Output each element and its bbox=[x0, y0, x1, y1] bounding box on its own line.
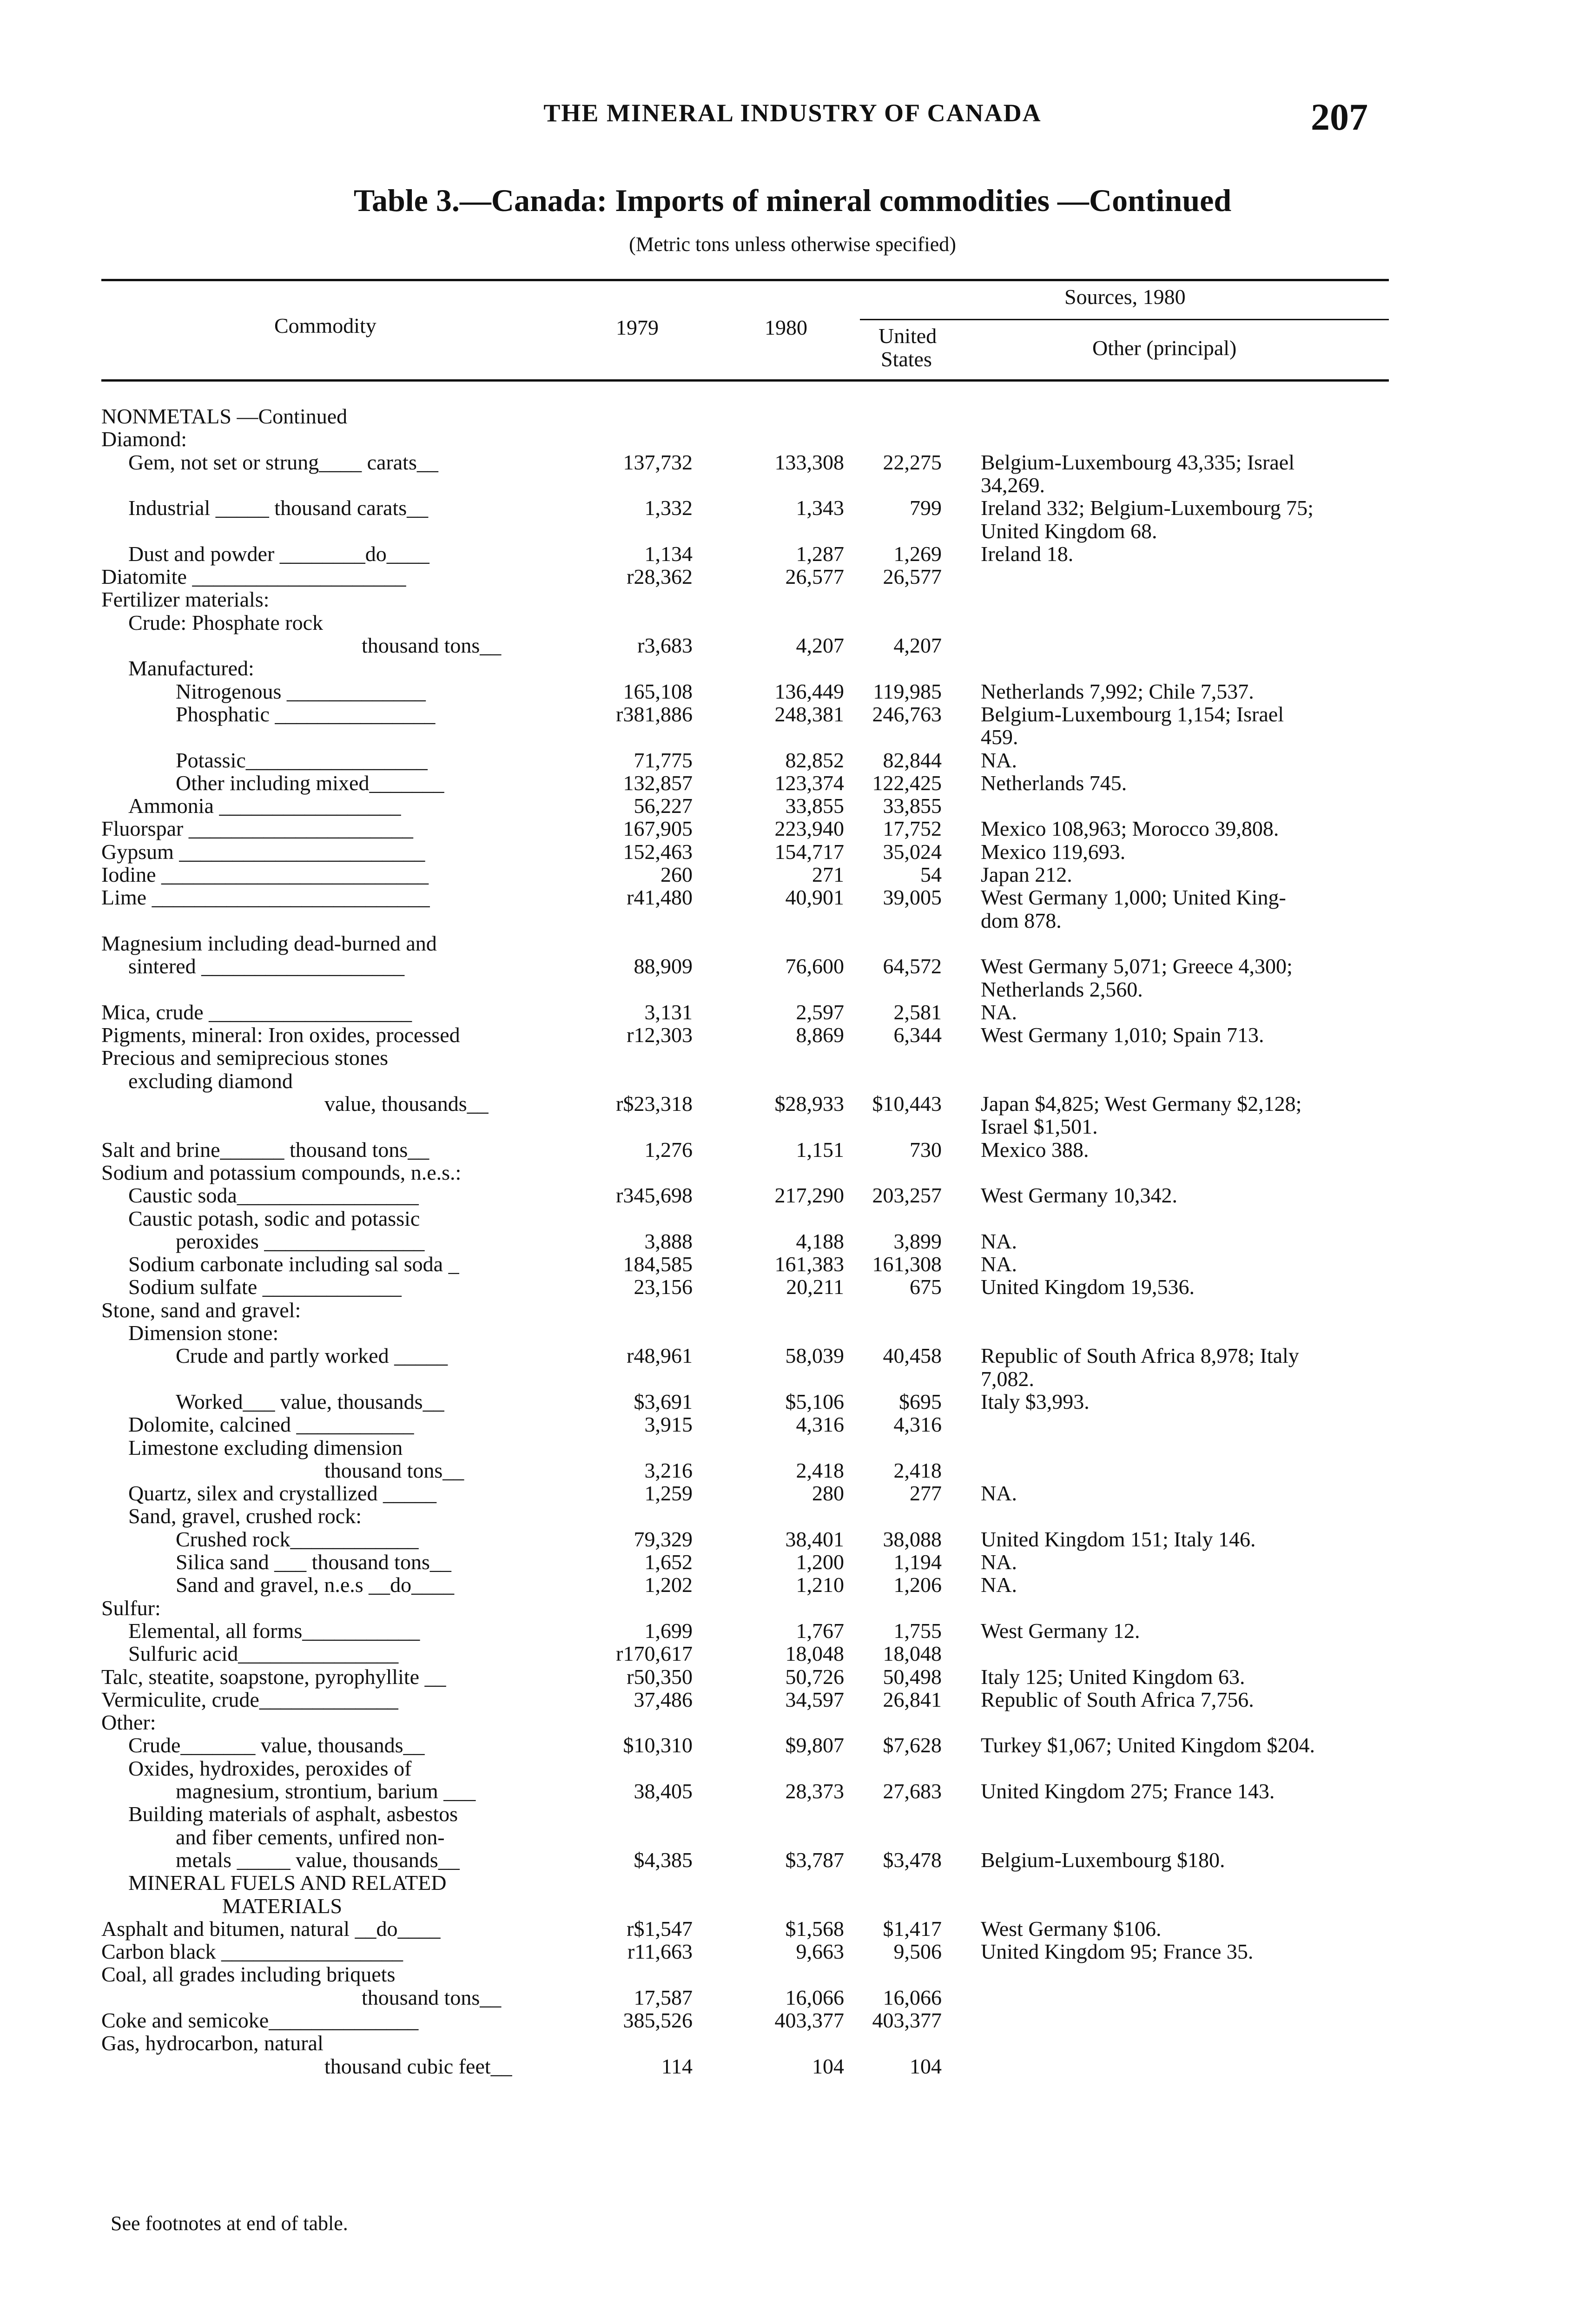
value-united-states: 33,855 bbox=[883, 794, 942, 818]
value-1980: 9,663 bbox=[796, 1940, 844, 1964]
value-united-states: 39,005 bbox=[883, 885, 942, 910]
commodity-label: Sodium sulfate _____________ bbox=[128, 1275, 402, 1299]
value-united-states: 18,048 bbox=[883, 1642, 942, 1666]
commodity-label: Crude and partly worked _____ bbox=[176, 1344, 448, 1368]
commodity-label: thousand tons__ bbox=[324, 1458, 464, 1482]
other-principal-sources: NA. bbox=[981, 748, 1017, 772]
commodity-label: Nitrogenous _____________ bbox=[176, 679, 426, 703]
value-1979: 37,486 bbox=[634, 1687, 693, 1711]
value-1979: 17,587 bbox=[634, 1985, 693, 2009]
value-1979: 167,905 bbox=[623, 817, 693, 841]
value-united-states: 730 bbox=[910, 1137, 942, 1162]
value-1979: $3,691 bbox=[634, 1389, 693, 1413]
commodity-label: Pigments, mineral: Iron oxides, processed bbox=[101, 1023, 460, 1047]
commodity-label: Industrial _____ thousand carats__ bbox=[128, 496, 429, 520]
value-1980: 1,151 bbox=[796, 1137, 844, 1162]
value-1979: 260 bbox=[660, 863, 693, 886]
value-1979: 1,202 bbox=[644, 1573, 693, 1597]
commodity-label: Sand and gravel, n.e.s __do____ bbox=[176, 1573, 455, 1597]
value-united-states: 6,344 bbox=[893, 1023, 942, 1047]
other-principal-sources: Israel $1,501. bbox=[981, 1115, 1098, 1139]
commodity-label: Other: bbox=[101, 1710, 156, 1735]
value-1980: $1,568 bbox=[785, 1916, 844, 1941]
commodity-label: Quartz, silex and crystallized _____ bbox=[128, 1481, 436, 1505]
value-united-states: 3,899 bbox=[893, 1229, 942, 1253]
value-1979: 3,915 bbox=[644, 1413, 693, 1437]
commodity-label: Gas, hydrocarbon, natural bbox=[101, 2031, 324, 2055]
value-1980: 136,449 bbox=[774, 679, 844, 703]
other-principal-sources: United Kingdom 95; France 35. bbox=[981, 1940, 1254, 1964]
value-1979: r12,303 bbox=[627, 1023, 693, 1047]
other-principal-sources: 34,269. bbox=[981, 473, 1045, 497]
value-1980: 8,869 bbox=[796, 1023, 844, 1047]
value-1980: 1,767 bbox=[796, 1618, 844, 1643]
value-1980: 403,377 bbox=[774, 2008, 844, 2032]
other-principal-sources: Turkey $1,067; United Kingdom $204. bbox=[981, 1733, 1315, 1757]
commodity-label: Other including mixed_______ bbox=[176, 771, 444, 795]
value-1979: 38,405 bbox=[634, 1779, 693, 1803]
other-principal-sources: NA. bbox=[981, 1229, 1017, 1253]
other-principal-sources: Mexico 119,693. bbox=[981, 839, 1126, 864]
value-united-states: 16,066 bbox=[883, 1985, 942, 2009]
commodity-label: Coke and semicoke______________ bbox=[101, 2008, 419, 2032]
value-1980: 33,855 bbox=[785, 794, 844, 818]
value-1979: 132,857 bbox=[623, 771, 693, 795]
value-1980: 50,726 bbox=[785, 1664, 844, 1689]
section-heading: MATERIALS bbox=[222, 1894, 343, 1918]
value-united-states: $1,417 bbox=[883, 1916, 942, 1941]
value-united-states: 40,458 bbox=[883, 1344, 942, 1368]
value-1980: 1,287 bbox=[796, 541, 844, 566]
commodity-label: Potassic_________________ bbox=[176, 748, 428, 772]
value-united-states: 403,377 bbox=[872, 2008, 942, 2032]
value-1979: r50,350 bbox=[627, 1664, 693, 1689]
commodity-label: Diamond: bbox=[101, 427, 187, 451]
other-principal-sources: Belgium-Luxembourg $180. bbox=[981, 1848, 1225, 1872]
value-1979: 1,332 bbox=[644, 496, 693, 520]
value-united-states: 1,206 bbox=[893, 1573, 942, 1597]
value-1980: 161,383 bbox=[774, 1252, 844, 1276]
value-united-states: 1,269 bbox=[893, 541, 942, 566]
value-1980: 28,373 bbox=[785, 1779, 844, 1803]
value-united-states: 799 bbox=[910, 496, 942, 520]
value-1980: 154,717 bbox=[774, 839, 844, 864]
other-principal-sources: Republic of South Africa 7,756. bbox=[981, 1687, 1254, 1711]
value-united-states: 22,275 bbox=[883, 450, 942, 474]
other-principal-sources: Japan 212. bbox=[981, 863, 1072, 886]
other-principal-sources: United Kingdom 275; France 143. bbox=[981, 1779, 1275, 1803]
value-1979: r48,961 bbox=[627, 1344, 693, 1368]
value-1980: $28,933 bbox=[774, 1092, 844, 1116]
value-1979: $10,310 bbox=[623, 1733, 693, 1757]
value-1980: 26,577 bbox=[785, 565, 844, 589]
value-1979: 3,131 bbox=[644, 1000, 693, 1024]
header-1980: 1980 bbox=[765, 316, 807, 339]
header-1979: 1979 bbox=[616, 316, 659, 339]
commodity-label: Building materials of asphalt, asbestos bbox=[128, 1802, 458, 1826]
other-principal-sources: United Kingdom 19,536. bbox=[981, 1275, 1195, 1299]
value-1980: $5,106 bbox=[785, 1389, 844, 1413]
value-1980: 104 bbox=[812, 2054, 844, 2078]
commodity-label: magnesium, strontium, barium ___ bbox=[176, 1779, 476, 1803]
value-1980: 123,374 bbox=[774, 771, 844, 795]
value-1980: 4,188 bbox=[796, 1229, 844, 1253]
value-united-states: 54 bbox=[920, 863, 942, 886]
value-1980: 1,343 bbox=[796, 496, 844, 520]
other-principal-sources: United Kingdom 68. bbox=[981, 519, 1157, 543]
header-other-principal: Other (principal) bbox=[1092, 336, 1237, 360]
table-subtitle: (Metric tons unless otherwise specified) bbox=[629, 233, 956, 256]
header-commodity: Commodity bbox=[274, 314, 376, 337]
value-1980: 20,211 bbox=[786, 1275, 844, 1299]
commodity-label: Magnesium including dead-burned and bbox=[101, 931, 437, 955]
value-1979: 79,329 bbox=[634, 1527, 693, 1551]
value-1979: r$1,547 bbox=[627, 1916, 693, 1941]
other-principal-sources: NA. bbox=[981, 1573, 1017, 1597]
value-1979: 3,888 bbox=[644, 1229, 693, 1253]
commodity-label: thousand tons__ bbox=[362, 634, 502, 657]
value-1980: 76,600 bbox=[785, 954, 844, 978]
value-united-states: 246,763 bbox=[872, 702, 942, 726]
other-principal-sources: Ireland 18. bbox=[981, 541, 1074, 566]
other-principal-sources: NA. bbox=[981, 1481, 1017, 1505]
value-1980: 4,316 bbox=[796, 1413, 844, 1437]
header-united-states-line1: United bbox=[878, 324, 937, 348]
value-united-states: 122,425 bbox=[872, 771, 942, 795]
commodity-label: Elemental, all forms___________ bbox=[128, 1618, 420, 1643]
value-united-states: 17,752 bbox=[883, 817, 942, 841]
commodity-label: Manufactured: bbox=[128, 656, 254, 680]
value-united-states: $695 bbox=[899, 1389, 942, 1413]
commodity-label: Sulfuric acid_______________ bbox=[128, 1642, 399, 1666]
other-principal-sources: Belgium-Luxembourg 1,154; Israel bbox=[981, 702, 1284, 726]
commodity-label: value, thousands__ bbox=[324, 1092, 489, 1116]
value-1979: 137,732 bbox=[623, 450, 693, 474]
value-united-states: 2,581 bbox=[893, 1000, 942, 1024]
value-1980: 2,418 bbox=[796, 1458, 844, 1482]
other-principal-sources: NA. bbox=[981, 1252, 1017, 1276]
other-principal-sources: West Germany 1,000; United King- bbox=[981, 885, 1286, 910]
value-1980: 1,200 bbox=[796, 1550, 844, 1574]
commodity-label: Phosphatic _______________ bbox=[176, 702, 436, 726]
commodity-label: Sand, gravel, crushed rock: bbox=[128, 1504, 362, 1528]
commodity-label: Stone, sand and gravel: bbox=[101, 1298, 301, 1322]
commodity-label: Asphalt and bitumen, natural __do____ bbox=[101, 1916, 441, 1941]
value-united-states: 2,418 bbox=[893, 1458, 942, 1482]
value-1979: 184,585 bbox=[623, 1252, 693, 1276]
other-principal-sources: Netherlands 2,560. bbox=[981, 977, 1143, 1001]
value-united-states: 35,024 bbox=[883, 839, 942, 864]
other-principal-sources: NA. bbox=[981, 1000, 1017, 1024]
value-1980: 2,597 bbox=[796, 1000, 844, 1024]
value-united-states: 64,572 bbox=[883, 954, 942, 978]
value-1979: r345,698 bbox=[616, 1183, 693, 1208]
other-principal-sources: Republic of South Africa 8,978; Italy bbox=[981, 1344, 1299, 1368]
commodity-label: Vermiculite, crude_____________ bbox=[101, 1687, 398, 1711]
other-principal-sources: West Germany 5,071; Greece 4,300; bbox=[981, 954, 1293, 978]
commodity-label: Precious and semiprecious stones bbox=[101, 1046, 389, 1070]
value-1980: 40,901 bbox=[785, 885, 844, 910]
value-united-states: 161,308 bbox=[872, 1252, 942, 1276]
value-united-states: 38,088 bbox=[883, 1527, 942, 1551]
commodity-label: Diatomite ____________________ bbox=[101, 565, 406, 589]
commodity-label: Salt and brine______ thousand tons__ bbox=[101, 1137, 429, 1162]
other-principal-sources: United Kingdom 151; Italy 146. bbox=[981, 1527, 1256, 1551]
value-united-states: 1,755 bbox=[893, 1618, 942, 1643]
value-1979: 1,699 bbox=[644, 1618, 693, 1643]
value-united-states: 4,316 bbox=[893, 1413, 942, 1437]
commodity-label: Lime __________________________ bbox=[101, 885, 430, 910]
commodity-label: Ammonia _________________ bbox=[128, 794, 401, 818]
value-1980: 223,940 bbox=[774, 817, 844, 841]
other-principal-sources: NA. bbox=[981, 1550, 1017, 1574]
other-principal-sources: West Germany 10,342. bbox=[981, 1183, 1177, 1208]
commodity-label: Crude: Phosphate rock bbox=[128, 610, 324, 634]
value-united-states: $3,478 bbox=[883, 1848, 942, 1872]
value-united-states: 26,577 bbox=[883, 565, 942, 589]
value-1980: 58,039 bbox=[785, 1344, 844, 1368]
other-principal-sources: Belgium-Luxembourg 43,335; Israel bbox=[981, 450, 1294, 474]
value-1979: 1,276 bbox=[644, 1137, 693, 1162]
other-principal-sources: 7,082. bbox=[981, 1367, 1034, 1391]
section-heading: NONMETALS —Continued bbox=[101, 404, 348, 428]
commodity-label: metals _____ value, thousands__ bbox=[176, 1848, 460, 1872]
value-1980: 1,210 bbox=[796, 1573, 844, 1597]
value-1980: 217,290 bbox=[774, 1183, 844, 1208]
other-principal-sources: 459. bbox=[981, 725, 1018, 749]
commodity-label: Dimension stone: bbox=[128, 1321, 279, 1345]
section-heading: MINERAL FUELS AND RELATED bbox=[128, 1871, 447, 1895]
other-principal-sources: Ireland 332; Belgium-Luxembourg 75; bbox=[981, 496, 1314, 520]
value-united-states: 26,841 bbox=[883, 1687, 942, 1711]
value-1979: 385,526 bbox=[623, 2008, 693, 2032]
value-united-states: $7,628 bbox=[883, 1733, 942, 1757]
value-united-states: 203,257 bbox=[872, 1183, 942, 1208]
commodity-label: peroxides _______________ bbox=[176, 1229, 425, 1253]
value-1980: 34,597 bbox=[785, 1687, 844, 1711]
commodity-label: Crude_______ value, thousands__ bbox=[128, 1733, 425, 1757]
commodity-label: Dolomite, calcined ___________ bbox=[128, 1413, 414, 1437]
commodity-label: Oxides, hydroxides, peroxides of bbox=[128, 1756, 412, 1780]
value-1980: 18,048 bbox=[785, 1642, 844, 1666]
commodity-label: Dust and powder ________do____ bbox=[128, 541, 429, 566]
commodity-label: Caustic soda_________________ bbox=[128, 1183, 419, 1208]
commodity-label: Gem, not set or strung____ carats__ bbox=[128, 450, 438, 474]
value-1980: 248,381 bbox=[774, 702, 844, 726]
value-1979: r41,480 bbox=[627, 885, 693, 910]
commodity-label: Sodium and potassium compounds, n.e.s.: bbox=[101, 1160, 462, 1184]
value-1980: 16,066 bbox=[785, 1985, 844, 2009]
value-1980: 133,308 bbox=[774, 450, 844, 474]
commodity-label: excluding diamond bbox=[128, 1069, 293, 1093]
value-1980: $3,787 bbox=[785, 1848, 844, 1872]
other-principal-sources: West Germany 12. bbox=[981, 1618, 1140, 1643]
other-principal-sources: Netherlands 745. bbox=[981, 771, 1127, 795]
value-1979: r3,683 bbox=[637, 634, 693, 657]
header-sources-1980: Sources, 1980 bbox=[1064, 285, 1186, 309]
value-1979: 71,775 bbox=[634, 748, 693, 772]
value-1979: 3,216 bbox=[644, 1458, 693, 1482]
value-1979: r170,617 bbox=[616, 1642, 693, 1666]
commodity-label: Crushed rock____________ bbox=[176, 1527, 419, 1551]
value-united-states: 82,844 bbox=[883, 748, 942, 772]
value-1980: 271 bbox=[812, 863, 844, 886]
commodity-label: and fiber cements, unfired non- bbox=[176, 1825, 445, 1849]
commodity-label: Talc, steatite, soapstone, pyrophyllite __ bbox=[101, 1664, 446, 1689]
value-1979: 1,652 bbox=[644, 1550, 693, 1574]
commodity-label: Fertilizer materials: bbox=[101, 588, 270, 612]
value-1979: 23,156 bbox=[634, 1275, 693, 1299]
value-united-states: 104 bbox=[910, 2054, 942, 2078]
value-united-states: 27,683 bbox=[883, 1779, 942, 1803]
value-united-states: 50,498 bbox=[883, 1664, 942, 1689]
value-1979: 1,259 bbox=[644, 1481, 693, 1505]
value-1979: 56,227 bbox=[634, 794, 693, 818]
value-1979: r381,886 bbox=[616, 702, 693, 726]
footnote: See footnotes at end of table. bbox=[111, 2212, 348, 2235]
value-1980: 38,401 bbox=[785, 1527, 844, 1551]
commodity-label: Caustic potash, sodic and potassic bbox=[128, 1206, 420, 1230]
value-1979: 88,909 bbox=[634, 954, 693, 978]
other-principal-sources: West Germany 1,010; Spain 713. bbox=[981, 1023, 1264, 1047]
value-1979: r$23,318 bbox=[616, 1092, 693, 1116]
other-principal-sources: dom 878. bbox=[981, 908, 1062, 932]
other-principal-sources: Japan $4,825; West Germany $2,128; bbox=[981, 1092, 1302, 1116]
other-principal-sources: Mexico 108,963; Morocco 39,808. bbox=[981, 817, 1279, 841]
other-principal-sources: West Germany $106. bbox=[981, 1916, 1162, 1941]
value-1979: $4,385 bbox=[634, 1848, 693, 1872]
value-1979: 114 bbox=[661, 2054, 693, 2078]
running-header: THE MINERAL INDUSTRY OF CANADA bbox=[543, 99, 1042, 127]
commodity-label: Silica sand ___ thousand tons__ bbox=[176, 1550, 451, 1574]
commodity-label: Limestone excluding dimension bbox=[128, 1435, 403, 1459]
value-united-states: 1,194 bbox=[893, 1550, 942, 1574]
table-title: Table 3.—Canada: Imports of mineral commodities —Continued bbox=[353, 183, 1232, 218]
commodity-label: Iodine _________________________ bbox=[101, 863, 429, 886]
value-united-states: 277 bbox=[910, 1481, 942, 1505]
commodity-label: thousand cubic feet__ bbox=[324, 2054, 512, 2078]
value-united-states: 9,506 bbox=[893, 1940, 942, 1964]
value-united-states: 4,207 bbox=[893, 634, 942, 657]
other-principal-sources: Mexico 388. bbox=[981, 1137, 1089, 1162]
value-1979: 165,108 bbox=[623, 679, 693, 703]
commodity-label: Sodium carbonate including sal soda _ bbox=[128, 1252, 459, 1276]
other-principal-sources: Netherlands 7,992; Chile 7,537. bbox=[981, 679, 1254, 703]
commodity-label: Coal, all grades including briquets bbox=[101, 1962, 396, 1987]
commodity-label: thousand tons__ bbox=[362, 1985, 502, 2009]
commodity-label: sintered ___________________ bbox=[128, 954, 405, 978]
value-1979: r28,362 bbox=[627, 565, 693, 589]
header-united-states-line2: States bbox=[881, 347, 932, 371]
commodity-label: Mica, crude ___________________ bbox=[101, 1000, 412, 1024]
value-united-states: 675 bbox=[910, 1275, 942, 1299]
commodity-label: Gypsum _______________________ bbox=[101, 839, 425, 864]
commodity-label: Worked___ value, thousands__ bbox=[176, 1389, 444, 1413]
other-principal-sources: Italy 125; United Kingdom 63. bbox=[981, 1664, 1245, 1689]
commodity-label: Carbon black _________________ bbox=[101, 1940, 403, 1964]
value-1979: 152,463 bbox=[623, 839, 693, 864]
other-principal-sources: Italy $3,993. bbox=[981, 1389, 1090, 1413]
value-1979: 1,134 bbox=[644, 541, 693, 566]
value-1980: 82,852 bbox=[785, 748, 844, 772]
value-united-states: 119,985 bbox=[873, 679, 942, 703]
value-1979: r11,663 bbox=[627, 1940, 693, 1964]
value-1980: 280 bbox=[812, 1481, 844, 1505]
value-united-states: $10,443 bbox=[872, 1092, 942, 1116]
commodity-label: Fluorspar _____________________ bbox=[101, 817, 413, 841]
value-1980: $9,807 bbox=[785, 1733, 844, 1757]
page-number: 207 bbox=[1311, 96, 1368, 138]
value-1980: 4,207 bbox=[796, 634, 844, 657]
commodity-label: Sulfur: bbox=[101, 1596, 161, 1620]
